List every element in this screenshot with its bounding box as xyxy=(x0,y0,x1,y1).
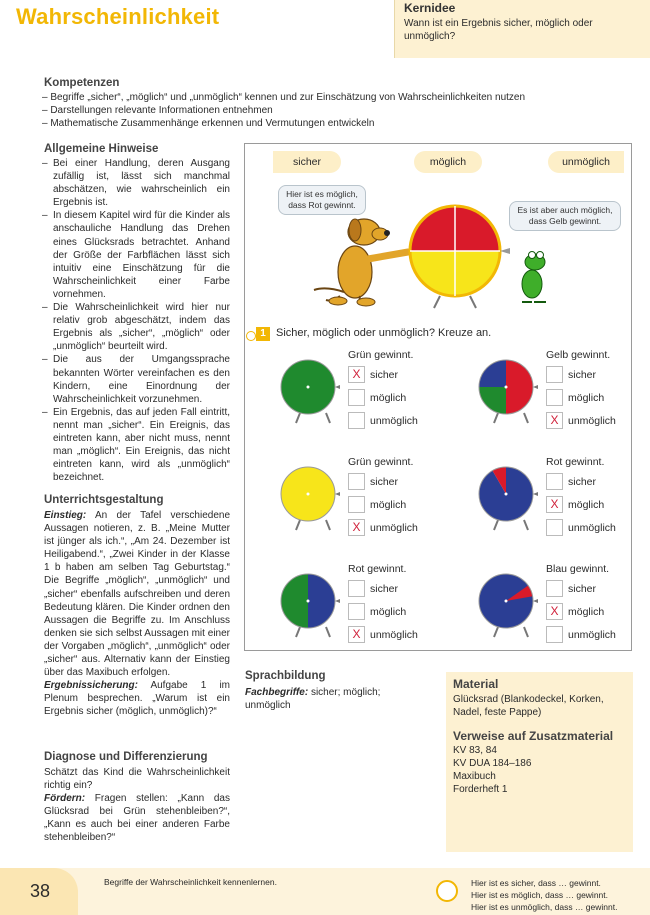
footer-phrase: Hier ist es unmöglich, dass … gewinnt. xyxy=(471,902,618,912)
sicherung-text: Aufgabe 1 im Plenum besprechen. „Warum ist ein Ergebnis sicher (möglich, unmöglich)?“ xyxy=(44,680,230,718)
option-label: unmöglich xyxy=(370,415,418,427)
material-heading: Material xyxy=(453,677,499,691)
checkbox-moeglich[interactable] xyxy=(546,389,563,406)
task-text: Sicher, möglich oder unmöglich? Kreuze an. xyxy=(276,327,492,339)
hinweis-item: – Die Wahrscheinlichkeit wird hier nur relativ grob abgeschätzt, indem das Ergebnis als „sicher“, „möglich“ oder „unmöglich“ beurteilt wird. xyxy=(42,301,230,353)
wheel-caption: Rot gewinnt. xyxy=(546,456,605,468)
verweis-item: Forderheft 1 xyxy=(453,784,508,795)
checkbox-moeglich[interactable] xyxy=(348,603,365,620)
footer-phrase: Hier ist es möglich, dass … gewinnt. xyxy=(471,890,608,900)
luck-wheel-2 xyxy=(476,357,546,428)
hero-illustration xyxy=(300,204,550,314)
bullet-ring-icon xyxy=(246,331,256,341)
checkbox-sicher[interactable] xyxy=(546,473,563,490)
option-label: unmöglich xyxy=(370,629,418,641)
checkbox-moeglich[interactable]: X xyxy=(546,496,563,513)
kompetenzen-heading: Kompetenzen xyxy=(44,77,120,89)
option-label: sicher xyxy=(568,476,597,488)
luck-wheel-6 xyxy=(476,571,546,642)
checkbox-moeglich[interactable] xyxy=(348,496,365,513)
frog-icon xyxy=(522,252,546,303)
footer-phrase: Hier ist es sicher, dass … gewinnt. xyxy=(471,878,601,888)
checkbox-sicher[interactable] xyxy=(348,580,365,597)
task-line xyxy=(256,327,491,341)
wheel-caption: Grün gewinnt. xyxy=(348,349,414,361)
wheel-caption: Blau gewinnt. xyxy=(546,563,610,575)
checkbox-unmoeglich[interactable]: X xyxy=(348,519,365,536)
hinweis-item: – Die aus der Umgangssprache bekannten Wörter vereinfachen es den Kindern, eine Einordnung der Wahrscheinlichkeit vorzunehmen. xyxy=(42,353,230,405)
luck-wheel-5 xyxy=(278,571,348,642)
sprachbildung-heading: Sprachbildung xyxy=(245,670,326,682)
einstieg-text: An der Tafel verschiedene Aussagen notieren, z. B. „Meine Mutter ist jünger als ich.“, „Am 24. Dezember ist Heiligabend.“, „Zwei Kinder in der Klasse 1 b haben am selben Tag Geburtstag.“ Die Begriffe „möglich“, „unmöglich“ und „sicher“ ebenfalls aufschreiben und deren Bedeutung klären. Die Kinder ordnen den Aussagen die Begriffe zu. Im Anschluss denken sie sich selbst Aussagen mit einer der Vorgaben „möglich“, „unmöglich“ oder „sicher“ aus. Alternativ kann der Einstieg über das Maxibuch erfolgen. xyxy=(44,510,230,679)
checkbox-sicher[interactable] xyxy=(546,366,563,383)
checkbox-unmoeglich[interactable]: X xyxy=(546,412,563,429)
page-title: Wahrscheinlichkeit xyxy=(16,4,220,29)
option-label: sicher xyxy=(370,369,399,381)
checkbox-moeglich[interactable] xyxy=(348,389,365,406)
tag-moeglich: möglich xyxy=(414,151,482,173)
diagnose-heading: Diagnose und Differenzierung xyxy=(44,751,208,763)
sicherung-label: Ergebnissicherung: xyxy=(44,680,138,692)
hinweise-list xyxy=(42,157,230,484)
verweis-item: KV 83, 84 xyxy=(453,745,497,756)
hinweis-item: – In diesem Kapitel wird für die Kinder als anschauliche Handlung das Drehen eines Glücksrads betrachtet. Anhand der Größe der Farbflächen lässt sich intuitiv eine Einschätzung für die Wahrscheinlichkeit einer Farbe vornehmen. xyxy=(42,209,230,301)
kompetenz-item: – Begriffe „sicher“, „möglich“ und „unmöglich“ kennen und zur Einschätzung von Wahrscheinlichkeiten nutzen xyxy=(42,92,526,103)
verweis-item: Maxibuch xyxy=(453,771,496,782)
wheel-caption: Gelb gewinnt. xyxy=(546,349,611,361)
option-label: möglich xyxy=(568,392,605,404)
hinweis-item: – Ein Ergebnis, das auf jeden Fall eintritt, nennt man „sicher“. Ein Ereignis, das eintreten kann, aber nicht muss, nennt man „möglich“. Ein Ereignis, das nicht eintreten kann, wird als „unmöglich“ bezeichnet. xyxy=(42,406,230,485)
checkbox-unmoeglich[interactable]: X xyxy=(348,626,365,643)
speech-bubble-dog: Hier ist es möglich, dass Rot gewinnt. xyxy=(278,185,366,215)
checkbox-sicher[interactable]: X xyxy=(348,366,365,383)
option-label: möglich xyxy=(568,499,605,511)
kompetenz-item: – Darstellungen relevante Informationen entnehmen xyxy=(42,105,273,116)
big-wheel xyxy=(410,206,510,308)
option-label: möglich xyxy=(370,606,407,618)
luck-wheel-4 xyxy=(476,464,546,535)
option-label: sicher xyxy=(370,476,399,488)
checkbox-unmoeglich[interactable] xyxy=(546,519,563,536)
hinweis-item: – Bei einer Handlung, deren Ausgang zufällig ist, lässt sich manchmal abschätzen, wie wahrscheinlich ein Ergebnis ist. xyxy=(42,157,230,209)
task-number: 1 xyxy=(256,327,270,341)
kernidee-text: Wann ist ein Ergebnis sicher, möglich oder unmöglich? xyxy=(404,18,593,42)
helper-icon xyxy=(436,880,458,902)
wheel-caption: Grün gewinnt. xyxy=(348,456,414,468)
fachbegriffe-label: Fachbegriffe: xyxy=(245,687,309,698)
verweise-heading: Verweise auf Zusatzmaterial xyxy=(453,729,614,743)
checkbox-sicher[interactable] xyxy=(348,473,365,490)
verweis-item: KV DUA 184–186 xyxy=(453,758,532,769)
option-label: sicher xyxy=(370,583,399,595)
kompetenz-item: – Mathematische Zusammenhänge erkennen und Vermutungen entwickeln xyxy=(42,118,375,129)
fachbegriffe-text: sicher; möglich; unmöglich xyxy=(245,687,381,711)
hinweise-heading: Allgemeine Hinweise xyxy=(44,143,159,155)
checkbox-unmoeglich[interactable] xyxy=(348,412,365,429)
checkbox-moeglich[interactable]: X xyxy=(546,603,563,620)
option-label: unmöglich xyxy=(568,629,616,641)
page-number: 38 xyxy=(0,868,78,915)
foerdern-label: Fördern: xyxy=(44,793,86,805)
diagnose-text: Schätzt das Kind die Wahrscheinlichkeit richtig ein? xyxy=(44,767,230,792)
dog-icon xyxy=(314,219,408,306)
option-label: möglich xyxy=(370,499,407,511)
option-label: möglich xyxy=(568,606,605,618)
einstieg-label: Einstieg: xyxy=(44,510,87,521)
checkbox-sicher[interactable] xyxy=(546,580,563,597)
unterricht-heading: Unterrichtsgestaltung xyxy=(44,494,164,506)
option-label: möglich xyxy=(370,392,407,404)
option-label: sicher xyxy=(568,369,597,381)
diagnose-body xyxy=(44,766,230,845)
footer-phrases xyxy=(471,877,617,913)
speech-bubble-frog: Es ist aber auch möglich, dass Gelb gewinnt. xyxy=(509,201,621,231)
unterricht-body xyxy=(44,509,230,719)
luck-wheel-1 xyxy=(278,357,348,428)
checkbox-unmoeglich[interactable] xyxy=(546,626,563,643)
footer-note: Begriffe der Wahrscheinlichkeit kennenlernen. xyxy=(104,877,277,887)
kernidee-heading: Kernidee xyxy=(404,1,456,15)
sprachbildung-body xyxy=(245,686,425,712)
option-label: unmöglich xyxy=(568,415,616,427)
material-box xyxy=(446,672,633,852)
material-text: Glücksrad (Blankodeckel, Korken, Nadel, feste Pappe) xyxy=(453,694,604,718)
tag-unmoeglich: unmöglich xyxy=(548,151,624,173)
option-label: sicher xyxy=(568,583,597,595)
option-label: unmöglich xyxy=(568,522,616,534)
wheel-caption: Rot gewinnt. xyxy=(348,563,407,575)
tag-sicher: sicher xyxy=(273,151,341,173)
option-label: unmöglich xyxy=(370,522,418,534)
foerdern-text: Fragen stellen: „Kann das Glücksrad bei Grün stehenbleiben?“, „Kann es auch bei einer anderen Farbe stehenbleiben?“ xyxy=(44,793,230,844)
luck-wheel-3 xyxy=(278,464,348,535)
